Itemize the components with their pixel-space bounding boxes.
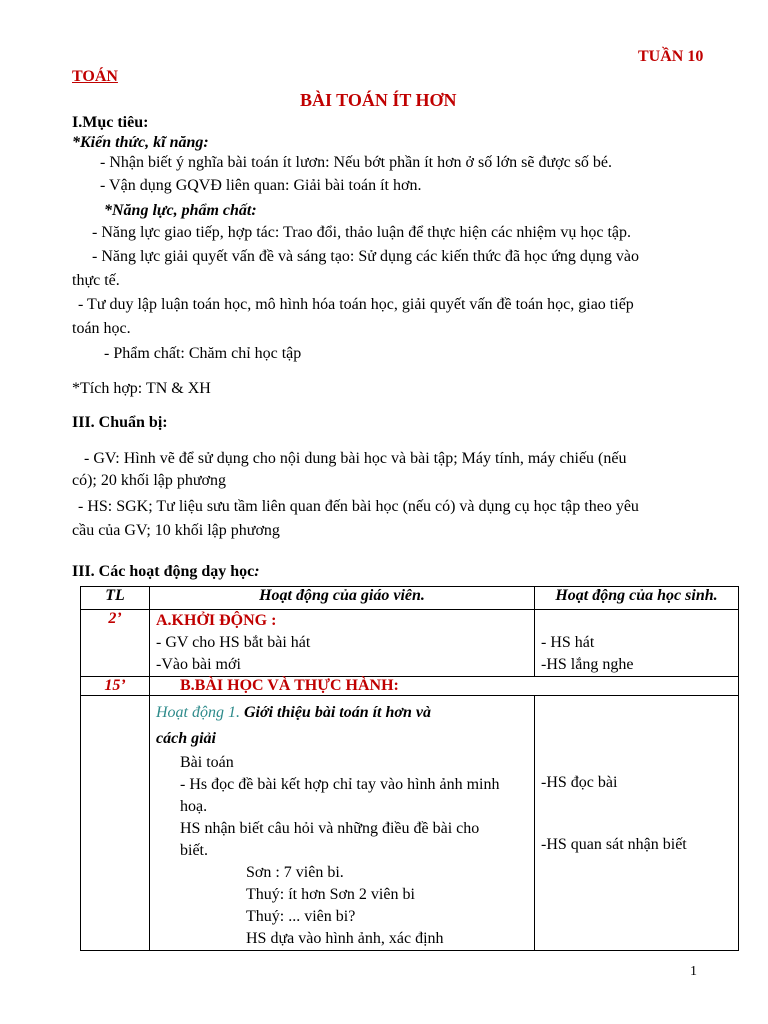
table-row	[81, 677, 739, 696]
preparation-item: có); 20 khối lập phương	[72, 472, 226, 489]
preparation-item: cầu của GV; 10 khối lập phương	[72, 522, 280, 539]
competence-item: toán học.	[72, 320, 131, 337]
student-cell	[535, 610, 739, 677]
competence-item: thực tế.	[72, 272, 120, 289]
student-line: -HS quan sát nhận biết	[541, 836, 687, 853]
teacher-line: HS nhận biết câu hỏi và những điều đề bài cho	[180, 820, 480, 837]
teacher-line: Thuý: ... viên bi?	[246, 908, 356, 925]
teacher-line: Sơn : 7 viên bi.	[246, 864, 344, 881]
header-student: Hoạt động của học sinh.	[535, 587, 739, 610]
competence-item: - Năng lực giải quyết vấn đề và sáng tạo: Sử dụng các kiến thức đã học ứng dụng vào	[92, 248, 639, 265]
section-title: A.KHỞI ĐỘNG :	[156, 612, 277, 629]
time-cell: 2’	[81, 610, 150, 677]
teacher-line: - Hs đọc đề bài kết hợp chỉ tay vào hình ảnh minh	[180, 776, 500, 793]
activity-label: Hoạt động 1.	[156, 704, 240, 721]
knowledge-item: - Nhận biết ý nghĩa bài toán ít lươn: Nếu bớt phần ít hơn ở số lớn sẽ được số bé.	[100, 154, 613, 171]
preparation-item: - HS: SGK; Tư liệu sưu tầm liên quan đến bài học (nếu có) và dụng cụ học tập theo yêu	[78, 498, 639, 515]
teacher-line: -Vào bài mới	[156, 656, 241, 673]
section-title: B.BÀI HỌC VÀ THỰC HÀNH:	[150, 677, 739, 696]
student-line: -HS đọc bài	[541, 774, 618, 791]
page-number: 1	[690, 964, 697, 979]
integration-note: *Tích hợp: TN & XH	[72, 380, 211, 397]
student-cell	[535, 696, 739, 951]
teacher-cell	[150, 610, 535, 677]
teacher-cell	[150, 696, 535, 951]
student-line: - HS hát	[541, 634, 595, 651]
header-teacher: Hoạt động của giáo viên.	[150, 587, 535, 610]
activity-title: cách giải	[156, 730, 216, 747]
table-row	[81, 610, 739, 677]
competence-item: - Tư duy lập luận toán học, mô hình hóa toán học, giải quyết vấn đề toán học, giao tiếp	[78, 296, 634, 313]
student-line: -HS lắng nghe	[541, 656, 634, 673]
page-title: BÀI TOÁN ÍT HƠN	[300, 90, 457, 110]
teacher-line: HS dựa vào hình ảnh, xác định	[246, 930, 444, 947]
teacher-line: Thuý: ít hơn Sơn 2 viên bi	[246, 886, 415, 903]
table-row	[81, 696, 739, 951]
knowledge-item: - Vận dụng GQVĐ liên quan: Giải bài toán ít hơn.	[100, 177, 422, 194]
week-label: TUẦN 10	[638, 48, 704, 65]
time-cell: 15’	[81, 677, 150, 696]
activities-heading: III. Các hoạt động dạy học:	[72, 563, 260, 580]
preparation-heading: III. Chuẩn bị:	[72, 414, 168, 431]
subject-label: TOÁN	[72, 68, 118, 85]
time-cell	[81, 696, 150, 951]
knowledge-heading: *Kiến thức, kĩ năng:	[72, 134, 209, 151]
teacher-line: biết.	[180, 842, 208, 859]
competence-item: - Năng lực giao tiếp, hợp tác: Trao đổi, thảo luận để thực hiện các nhiệm vụ học tập.	[92, 224, 631, 241]
competence-item: - Phẩm chất: Chăm chỉ học tập	[104, 345, 302, 362]
activities-table	[80, 586, 739, 951]
table-header-row	[81, 587, 739, 610]
header-time: TL	[81, 587, 150, 610]
teacher-line: hoạ.	[180, 798, 208, 815]
competence-heading: *Năng lực, phẩm chất:	[104, 202, 257, 219]
activity-title: Giới thiệu bài toán ít hơn và	[240, 704, 431, 721]
objectives-heading: I.Mục tiêu:	[72, 114, 149, 131]
teacher-line: Bài toán	[180, 754, 234, 771]
teacher-line: - GV cho HS bắt bài hát	[156, 634, 311, 651]
preparation-item: - GV: Hình vẽ để sử dụng cho nội dung bài học và bài tập; Máy tính, máy chiếu (nếu	[84, 450, 627, 467]
